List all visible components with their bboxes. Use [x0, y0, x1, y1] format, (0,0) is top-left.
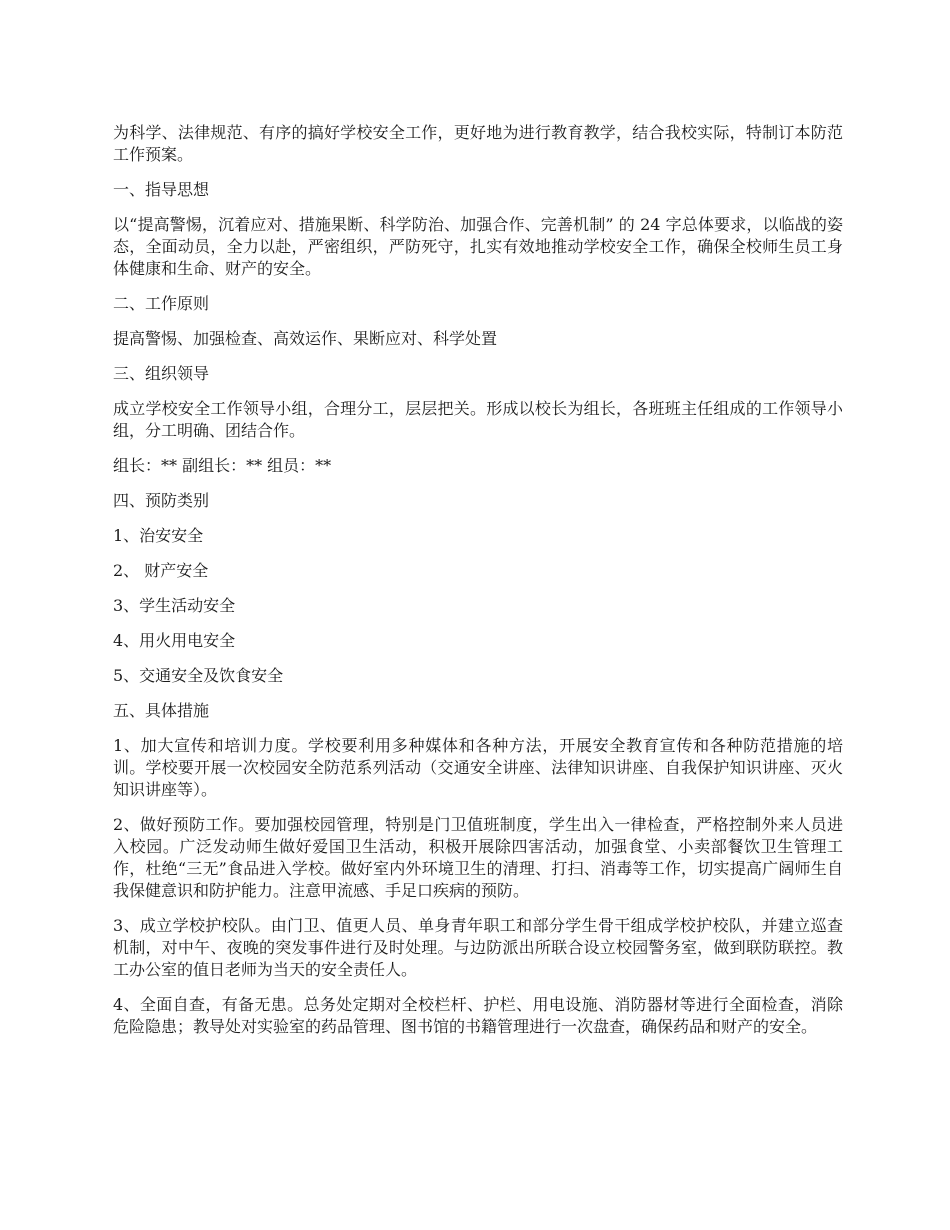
list-item: 5、交通安全及饮食安全	[113, 666, 284, 685]
organization-paragraph: 成立学校安全工作领导小组，合理分工，层层把关。形成以校长为组长，各班班主任组成的工作领导小组，分工明确、团结合作。	[113, 399, 843, 440]
section-heading-guiding-thought: 一、指导思想	[113, 180, 210, 199]
measure-paragraph: 3、成立学校护校队。由门卫、值更人员、单身青年职工和部分学生骨干组成学校护校队，并建立巡查机制，对中午、夜晚的突发事件进行及时处理。与边防派出所联合设立校园警务室，做到联防联控。教工办公室的值日老师为当天的安全责任人。	[113, 916, 843, 979]
list-item: 3、学生活动安全	[113, 596, 236, 615]
list-item: 4、用火用电安全	[113, 631, 236, 650]
list-item: 1、治安安全	[113, 526, 204, 545]
intro-paragraph: 为科学、法律规范、有序的搞好学校安全工作，更好地为进行教育教学，结合我校实际，特制订本防范工作预案。	[113, 123, 843, 164]
section-heading-work-principles: 二、工作原则	[113, 294, 210, 313]
list-item: 2、 财产安全	[113, 561, 209, 580]
measure-paragraph: 4、全面自查，有备无患。总务处定期对全校栏杆、护栏、用电设施、消防器材等进行全面检查，消除危险隐患；教导处对实验室的药品管理、图书馆的书籍管理进行一次盘查，确保药品和财产的安全。	[113, 995, 843, 1036]
measure-paragraph: 1、加大宣传和培训力度。学校要利用多种媒体和各种方法，开展安全教育宣传和各种防范措施的培训。学校要开展一次校园安全防范系列活动（交通安全讲座、法律知识讲座、自我保护知识讲座、灭火知识讲座等）。	[113, 736, 843, 799]
section-heading-prevention-categories: 四、预防类别	[113, 491, 210, 510]
section-heading-specific-measures: 五、具体措施	[113, 701, 210, 720]
team-members-line: 组长：** 副组长：** 组员：**	[113, 456, 332, 475]
work-principles-paragraph: 提高警惕、加强检查、高效运作、果断应对、科学处置	[113, 329, 498, 348]
guiding-thought-paragraph: 以“提高警惕，沉着应对、措施果断、科学防治、加强合作、完善机制” 的 24 字总体要求，以临战的姿态，全面动员，全力以赴，严密组织，严防死守，扎实有效地推动学校安全工作，确保全校师生员工身体健康和生命、财产的安全。	[113, 215, 843, 278]
measure-paragraph: 2、做好预防工作。要加强校园管理，特别是门卫值班制度，学生出入一律检查，严格控制外来人员进入校园。广泛发动师生做好爱国卫生活动，积极开展除四害活动，加强食堂、小卖部餐饮卫生管理工作，杜绝“三无”食品进入学校。做好室内外环境卫生的清理、打扫、消毒等工作，切实提高广阔师生自我保健意识和防护能力。注意甲流感、手足口疾病的预防。	[113, 815, 843, 900]
section-heading-organization: 三、组织领导	[113, 364, 210, 383]
document-page	[113, 122, 843, 1051]
